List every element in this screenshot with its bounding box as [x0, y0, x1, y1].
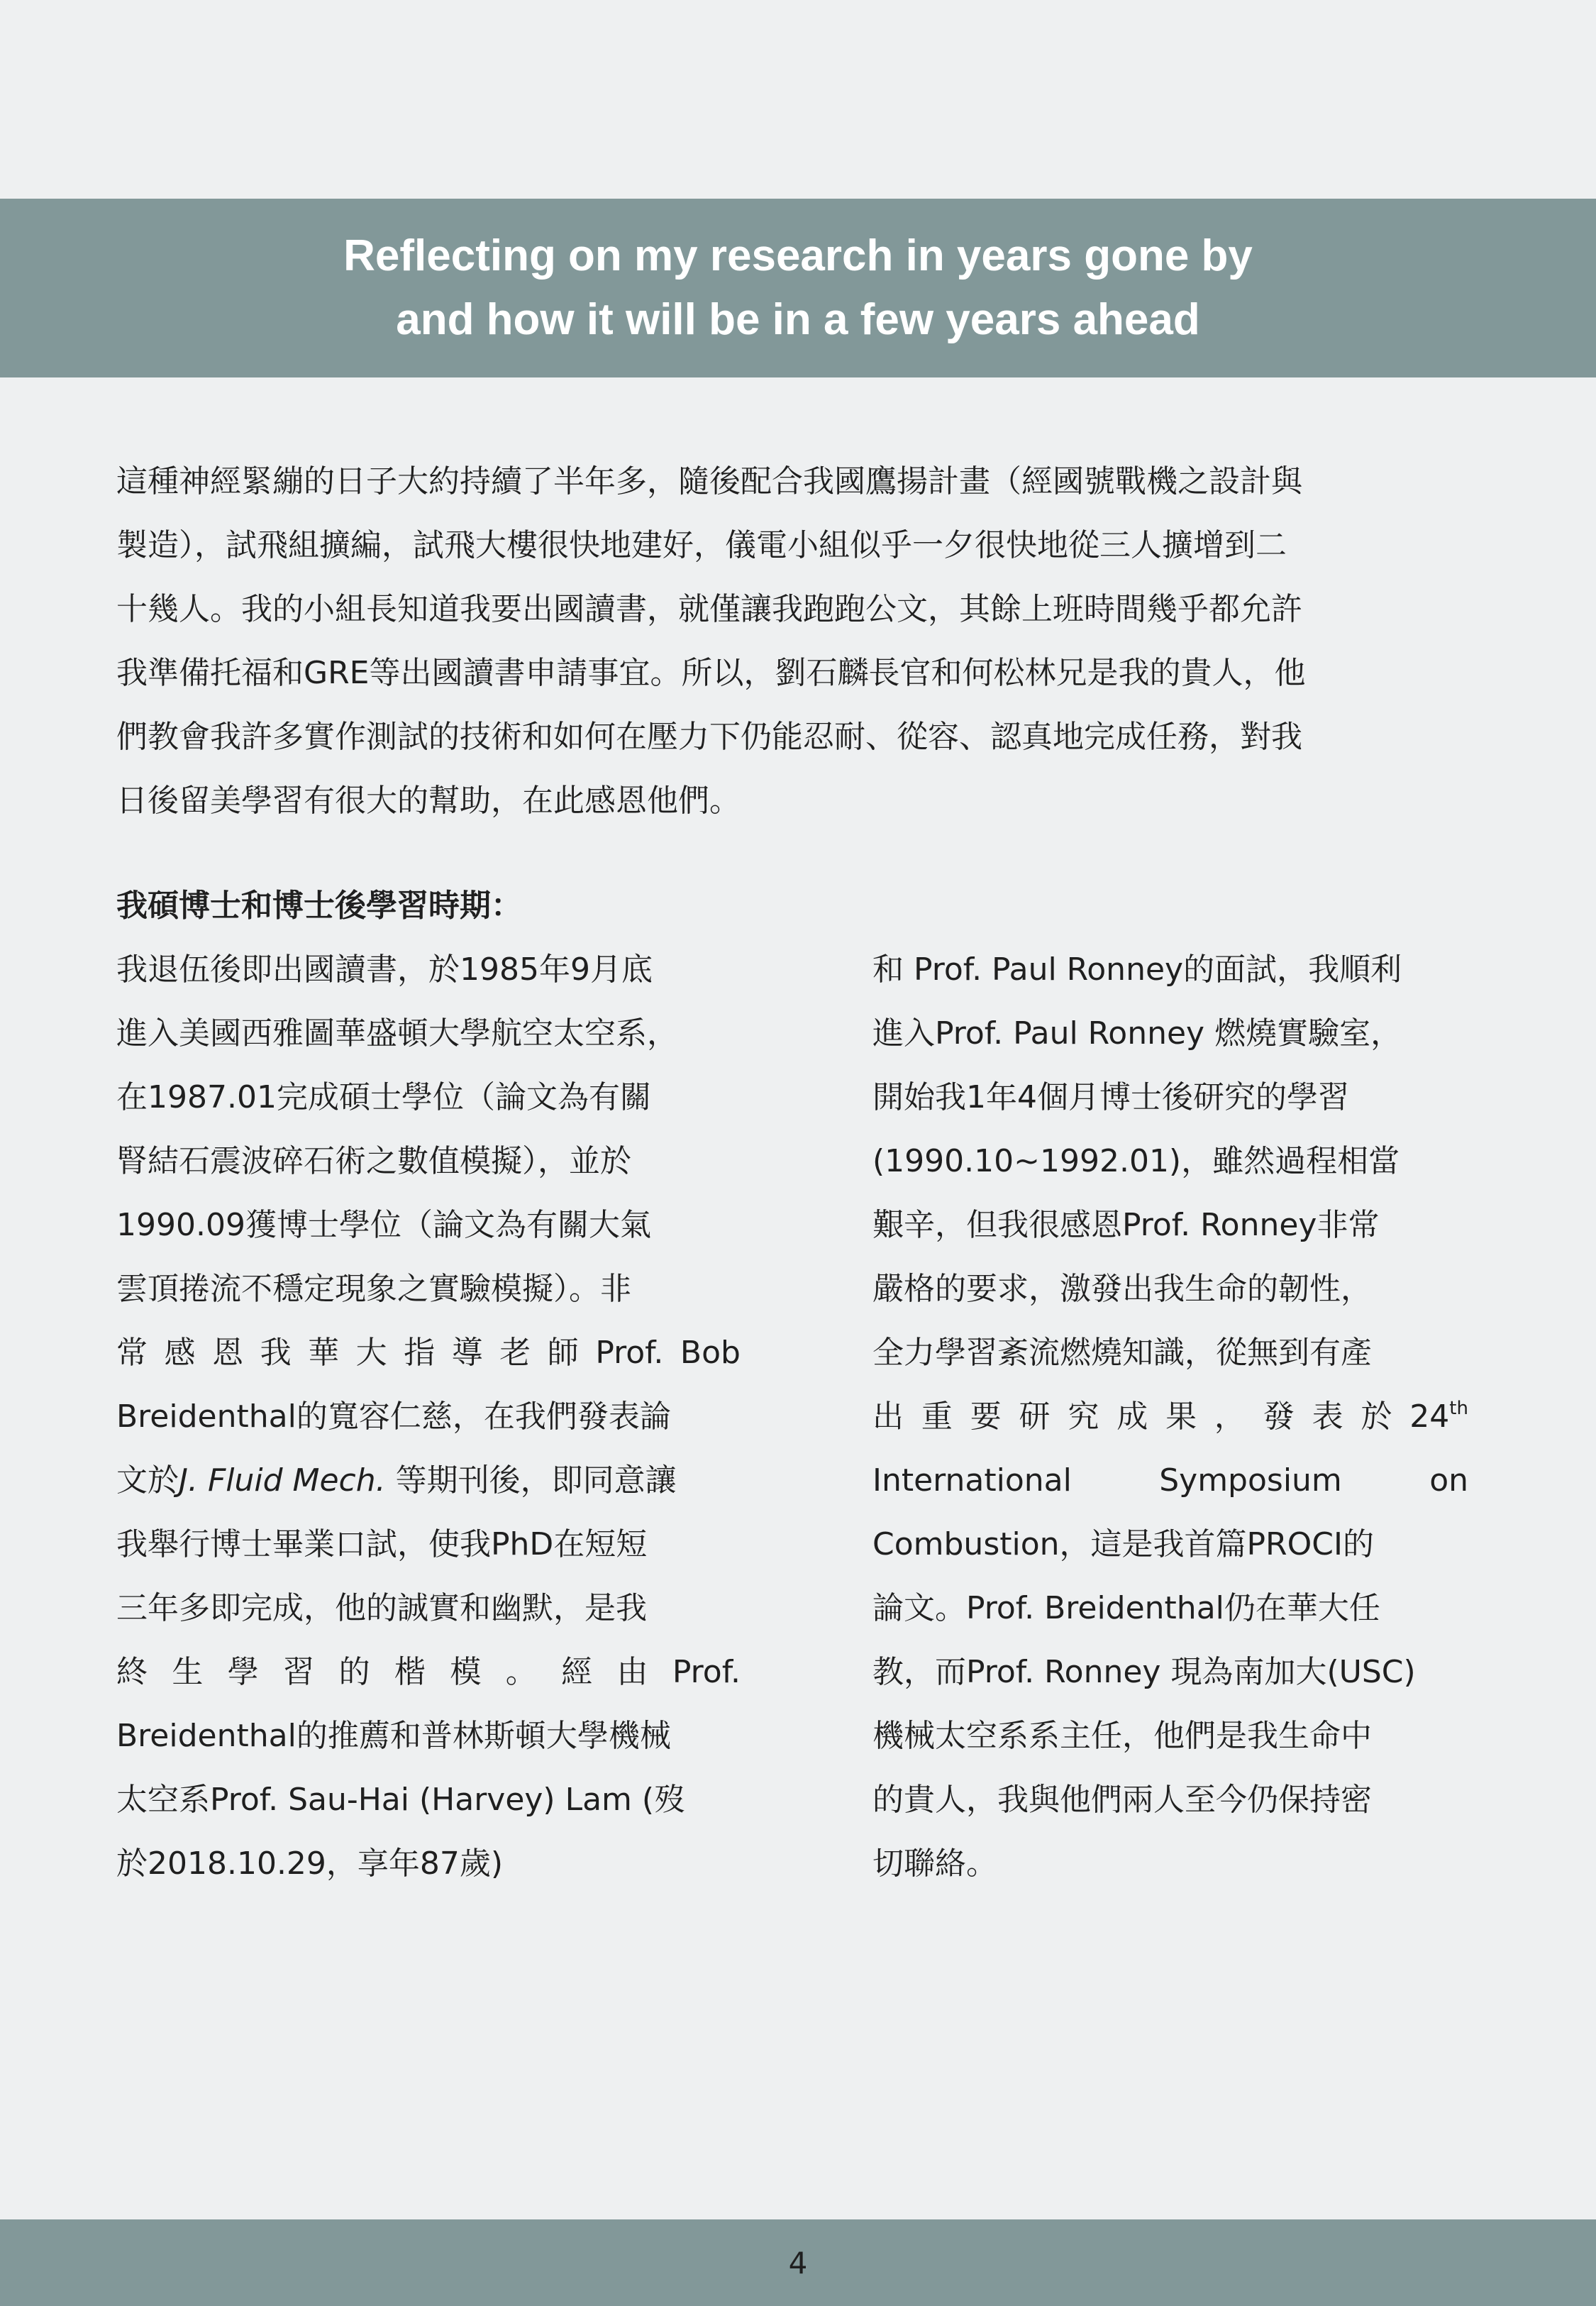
intro-paragraph: [116, 450, 1464, 833]
left-line-with-journal: [116, 1449, 741, 1513]
right-line: 教，而Prof. Ronney 現為南加大(USC): [872, 1654, 1416, 1690]
right-line-justified: [872, 1449, 1468, 1513]
left-line-justified: [116, 1640, 741, 1704]
word: Symposium: [1159, 1462, 1342, 1499]
left-column: [116, 938, 741, 1896]
word: 於: [1361, 1399, 1392, 1435]
word: Prof.: [672, 1654, 741, 1690]
intro-line: 十幾人。我的小組長知道我要出國讀書，就僅讓我跑跑公文，其餘上班時間幾乎都允許: [116, 591, 1302, 627]
word: 終: [116, 1654, 148, 1690]
word: 指: [404, 1335, 436, 1371]
footer-band: [0, 2219, 1596, 2306]
word: on: [1429, 1462, 1468, 1499]
left-line: 我退伍後即出國讀書，於1985年9月底: [116, 951, 653, 988]
right-line: 論文。Prof. Breidenthal仍在華大任: [872, 1590, 1380, 1626]
right-line: 艱辛，但我很感恩Prof. Ronney非常: [872, 1207, 1380, 1243]
word: 發: [1263, 1399, 1295, 1435]
ordinal: [1409, 1385, 1468, 1449]
word: 。: [505, 1654, 537, 1690]
right-line: 進入Prof. Paul Ronney 燃燒實驗室，: [872, 1015, 1402, 1052]
right-line: 的貴人，我與他們兩人至今仍保持密: [872, 1782, 1372, 1818]
intro-line: 我準備托福和GRE等出國讀書申請事宜。所以，劉石麟長官和何松林兄是我的貴人，他: [116, 655, 1306, 691]
page-number: 4: [788, 2245, 808, 2280]
left-line: 在1987.01完成碩士學位（論文為有關: [116, 1079, 651, 1115]
word: 表: [1312, 1399, 1343, 1435]
journal-name: J. Fluid Mech.: [179, 1462, 386, 1499]
left-line: 進入美國西雅圖華盛頓大學航空太空系，: [116, 1015, 678, 1052]
text: 等期刊後，即同意讓: [385, 1462, 677, 1499]
word: International: [872, 1462, 1072, 1499]
word: 經: [561, 1654, 593, 1690]
word: Bob: [680, 1335, 741, 1371]
word: 模: [450, 1654, 482, 1690]
right-line: 和 Prof. Paul Ronney的面試，我順利: [872, 951, 1402, 988]
right-line: 開始我1年4個月博士後研究的學習: [872, 1079, 1349, 1115]
word: 研: [1019, 1399, 1051, 1435]
left-line: 於2018.10.29，享年87歲): [116, 1846, 504, 1882]
word: 老: [499, 1335, 531, 1371]
title-banner: [0, 199, 1596, 377]
intro-line: 這種神經緊繃的日子大約持續了半年多，隨後配合我國鷹揚計畫（經國號戰機之設計與: [116, 463, 1302, 500]
word: ，: [1214, 1399, 1246, 1435]
word: 出: [872, 1399, 904, 1435]
intro-line: 日後留美學習有很大的幫助，在此感恩他們。: [116, 783, 741, 819]
right-line: (1990.10~1992.01)，雖然過程相當: [872, 1143, 1400, 1179]
right-line: 切聯絡。: [872, 1846, 997, 1882]
word: 感: [164, 1335, 196, 1371]
ordinal-number: 24: [1409, 1399, 1450, 1435]
right-line: 嚴格的要求，激發出我生命的韌性，: [872, 1271, 1372, 1307]
ordinal-suffix: th: [1449, 1398, 1468, 1419]
left-line-justified: [116, 1321, 741, 1385]
word: 恩: [212, 1335, 244, 1371]
intro-line: 們教會我許多實作測試的技術和如何在壓力下仍能忍耐、從容、認真地完成任務，對我: [116, 719, 1302, 755]
word: 學: [227, 1654, 259, 1690]
left-line: 三年多即完成，他的誠實和幽默，是我: [116, 1590, 647, 1626]
intro-line: 製造），試飛組擴編，試飛大樓很快地建好，儀電小組似乎一夕很快地從三人擴增到二: [116, 527, 1287, 563]
section-heading: 我碩博士和博士後學習時期：: [116, 888, 522, 924]
right-line: Combustion，這是我首篇PROCI的: [872, 1526, 1374, 1562]
word: 習: [283, 1654, 315, 1690]
word: 大: [355, 1335, 387, 1371]
word: 華: [308, 1335, 340, 1371]
word: 的: [338, 1654, 370, 1690]
left-line: 太空系Prof. Sau-Hai (Harvey) Lam (歿: [116, 1782, 686, 1818]
title-line-1: Reflecting on my research in years gone by: [343, 231, 1253, 280]
left-line: 雲頂捲流不穩定現象之實驗模擬）。非: [116, 1271, 631, 1307]
left-line: Breidenthal的推薦和普林斯頓大學機械: [116, 1718, 671, 1754]
word: 楷: [394, 1654, 426, 1690]
right-line-justified: [872, 1385, 1468, 1449]
right-line: 全力學習紊流燃燒知識，從無到有產: [872, 1335, 1372, 1371]
word: 果: [1165, 1399, 1197, 1435]
left-line: 我舉行博士畢業口試，使我PhD在短短: [116, 1526, 648, 1562]
word: 要: [970, 1399, 1002, 1435]
left-line: Breidenthal的寬容仁慈，在我們發表論: [116, 1399, 671, 1435]
word: 我: [260, 1335, 292, 1371]
word: 導: [451, 1335, 483, 1371]
word: 由: [616, 1654, 648, 1690]
word: 師: [547, 1335, 579, 1371]
word: Prof.: [595, 1335, 664, 1371]
right-column: [872, 938, 1468, 1896]
left-line: 腎結石震波碎石術之數值模擬），並於: [116, 1143, 631, 1179]
word: 成: [1116, 1399, 1148, 1435]
left-line: 1990.09獲博士學位（論文為有關大氣: [116, 1207, 651, 1243]
word: 生: [172, 1654, 204, 1690]
word: 常: [116, 1335, 148, 1371]
word: 重: [921, 1399, 953, 1435]
word: 究: [1068, 1399, 1099, 1435]
text: 文於: [116, 1462, 179, 1499]
title-line-2: and how it will be in a few years ahead: [396, 295, 1200, 344]
right-line: 機械太空系系主任，他們是我生命中: [872, 1718, 1372, 1754]
